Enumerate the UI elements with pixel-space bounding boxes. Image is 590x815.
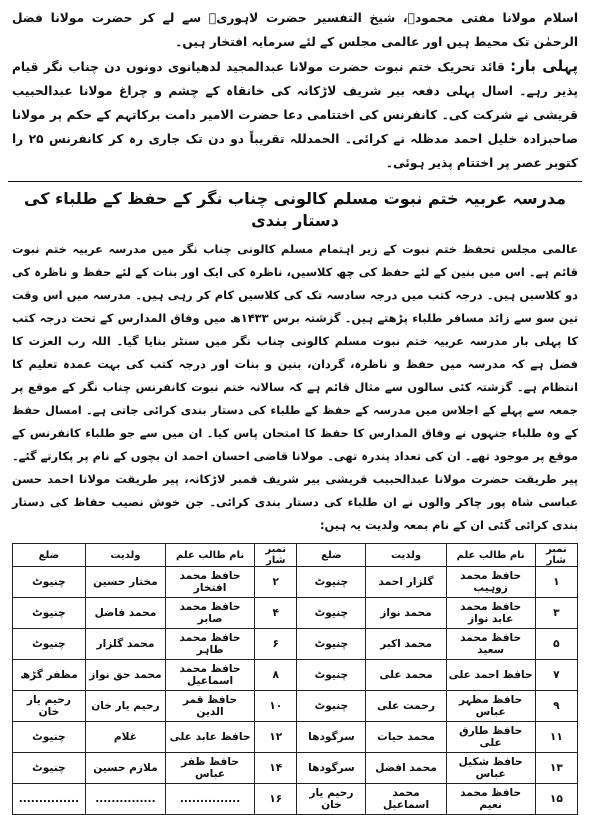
header-district: ضلع: [297, 544, 366, 567]
header-serial: نمبر شار: [255, 544, 297, 567]
cell-district: ...............: [13, 784, 86, 815]
table-row: [13, 660, 578, 691]
cell-district: رحیم یار خان: [297, 784, 366, 815]
cell-district: مظفر گڑھ: [13, 660, 86, 691]
cell-father-name: محمد علی: [366, 660, 446, 691]
cell-father-name: محمد حق نواز: [85, 660, 165, 691]
cell-father-name: مختار حسین: [85, 567, 165, 598]
cell-father-name: محمد نواز: [366, 598, 446, 629]
cell-father-name: ملازم حسین: [85, 753, 165, 784]
intro-paragraph-2: [12, 54, 578, 175]
cell-student-name: حافظ احمد علی: [446, 660, 535, 691]
table-row: [13, 753, 578, 784]
cell-district: چنیوٹ: [297, 598, 366, 629]
cell-serial: ۶: [255, 629, 297, 660]
cell-district: چنیوٹ: [13, 722, 86, 753]
cell-student-name: ...............: [166, 784, 255, 815]
cell-student-name: حافظ ظفر عباس: [166, 753, 255, 784]
cell-student-name: حافظ عابد علی: [166, 722, 255, 753]
cell-father-name: محمد اکبر: [366, 629, 446, 660]
cell-district: چنیوٹ: [13, 567, 86, 598]
intro-lead: پہلی بار:: [510, 57, 578, 75]
cell-serial: ۱۳: [535, 753, 577, 784]
cell-father-name: غلام: [85, 722, 165, 753]
cell-district: چنیوٹ: [297, 629, 366, 660]
header-student-name: نام طالب علم: [446, 544, 535, 567]
intro-paragraph-2-text: قائد تحریک ختم نبوت حضرت مولانا عبدالمجید لدھیانوی دونوں دن چناب نگر قیام پذیر رہے۔ اسال پہلی دفعہ بیر شریف لاڑکانہ کی خانقاہ کے چشم و چراغ مولانا عبدالحبیب قریشی نے شرکت کی۔ کانفرنس کی اختتامی دعا حضرت الامیر دامت برکاتہم کے حکم پر مولانا صاحبزادہ خلیل احمد مدظلہ نے کرائی۔ الحمدللہ تقریباً دو دن تک جاری رہ کر کانفرنس ۲۵ را کتوبر عصر پر اختتام پذیر ہوئی۔: [12, 60, 579, 170]
header-district: ضلع: [13, 544, 86, 567]
cell-student-name: حافظ طارق علی: [446, 722, 535, 753]
cell-father-name: محمد اسماعیل: [366, 784, 446, 815]
cell-serial: ۱۴: [255, 753, 297, 784]
cell-district: رحیم یار خان: [13, 691, 86, 722]
cell-serial: ۱۵: [535, 784, 577, 815]
cell-serial: ۱: [535, 567, 577, 598]
cell-father-name: رحیم یار خان: [85, 691, 165, 722]
cell-student-name: حافظ محمد طاہر: [166, 629, 255, 660]
section-body: عالمی مجلس تحفظ ختم نبوت کے زیر اہتمام مسلم کالونی چناب نگر میں مدرسہ عربیہ ختم نبوت قائم ہے۔ اس میں بنین کے لئے حفظ کی چھ کلاسیں، ناظرہ کی ایک اور بنات کے لئے حفظ و ناظرہ کی دو کلاسیں ہیں۔ درجہ کتب میں درجہ سادسہ تک کی کلاسیں کام کر رہی ہیں۔ مدرسہ میں اس وقت تین سو سے زائد مسافر طلباء پڑھتے ہیں۔ گزشتہ برس ۱۴۳۳ھ میں وفاق المدارس کے تحت درجہ کتب کا پہلی بار مدرسہ عربیہ ختم نبوت مسلم کالونی چناب نگر میں سنٹر بنایا گیا۔ اللہ رب العزت کا فضل ہے کہ مدرسہ میں حفظ و ناظرہ، گردان، بنین و بنات اور درجہ کتب کی بہت عمدہ تعلیم کا انتظام ہے۔ گزشتہ کئی سالوں سے مثال قائم ہے کہ سالانہ ختم نبوت کانفرنس چناب نگر کے موقع پر جمعہ سے پہلے کے اجلاس میں مدرسہ کے حفظ کے طلباء کی دستار بندی کرائی جاتی ہے۔ امسال حفظ کے وہ طلباء جنہوں نے وفاق المدارس کا حفظ کا امتحان پاس کیا۔ ان میں سے جو طلباء کانفرنس کے موقع پر موجود تھے۔ ان کی تعداد پندرہ تھی۔ مولانا قاضی احسان احمد ان بچوں کے نام پر پکارتے گئے۔ پیر طریقت حضرت مولانا عبدالحبیب قریشی بیر شریف قمبر لاڑکانہ، پیر طریقت مولانا احمد حسن عباسی شاہ پور چاکر والوں نے ان طلباء کی دستار بندی کرائی۔ جن خوش نصیب حفاظ کی دستار بندی کرائی گئی ان کے نام بمعہ ولدیت یہ ہیں:: [12, 242, 578, 532]
header-father-name: ولدیت: [85, 544, 165, 567]
cell-student-name: حافظ محمد زوہیب: [446, 567, 535, 598]
cell-student-name: حافظ محمد نعیم: [446, 784, 535, 815]
cell-serial: ۸: [255, 660, 297, 691]
table-row: [13, 598, 578, 629]
section-title: مدرسہ عربیہ ختم نبوت مسلم کالونی چناب نگر کے حفظ کے طلباء کی دستار بندی: [24, 189, 566, 230]
cell-district: چنیوٹ: [13, 753, 86, 784]
cell-serial: ۵: [535, 629, 577, 660]
students-table: [12, 543, 578, 815]
cell-father-name: ...............: [85, 784, 165, 815]
cell-student-name: حافظ محمد عابد نواز: [446, 598, 535, 629]
cell-father-name: محمد افضل: [366, 753, 446, 784]
cell-serial: ۱۱: [535, 722, 577, 753]
cell-father-name: محمد فاضل: [85, 598, 165, 629]
cell-district: چنیوٹ: [297, 691, 366, 722]
cell-father-name: گلزار احمد: [366, 567, 446, 598]
table-row: [13, 629, 578, 660]
table-row: [13, 784, 578, 815]
cell-district: سرگودھا: [297, 722, 366, 753]
cell-district: چنیوٹ: [297, 660, 366, 691]
cell-student-name: حافظ محمد سعید: [446, 629, 535, 660]
cell-serial: ۲: [255, 567, 297, 598]
header-student-name: نام طالب علم: [166, 544, 255, 567]
cell-district: چنیوٹ: [297, 567, 366, 598]
cell-serial: ۷: [535, 660, 577, 691]
cell-student-name: حافظ محمد اسماعیل: [166, 660, 255, 691]
section-divider: [8, 181, 582, 182]
table-row: [13, 691, 578, 722]
cell-student-name: حافظ مظہر عباس: [446, 691, 535, 722]
header-father-name: ولدیت: [366, 544, 446, 567]
cell-serial: ۹: [535, 691, 577, 722]
cell-serial: ۱۲: [255, 722, 297, 753]
cell-serial: ۱۶: [255, 784, 297, 815]
cell-serial: ۳: [535, 598, 577, 629]
cell-district: چنیوٹ: [13, 629, 86, 660]
cell-serial: ۴: [255, 598, 297, 629]
cell-student-name: حافظ محمد افتخار: [166, 567, 255, 598]
cell-student-name: حافظ محمد صابر: [166, 598, 255, 629]
header-serial: نمبر شار: [535, 544, 577, 567]
table-header-row: [13, 544, 578, 567]
cell-father-name: رحمت علی: [366, 691, 446, 722]
cell-student-name: حافظ شکیل عباس: [446, 753, 535, 784]
cell-serial: ۱۰: [255, 691, 297, 722]
cell-father-name: محمد حیات: [366, 722, 446, 753]
table-row: [13, 567, 578, 598]
cell-district: سرگودھا: [297, 753, 366, 784]
intro-paragraph-1: اسلام مولانا مفتی محمودؒ، شیخ التفسیر حضرت لاہوریؒ سے لے کر حضرت مولانا فضل الرحمٰن تک محیط ہیں اور عالمی مجلس کے لئے سرمایہ افتخار ہیں۔: [12, 11, 578, 49]
cell-district: چنیوٹ: [13, 598, 86, 629]
cell-father-name: محمد گلزار: [85, 629, 165, 660]
cell-student-name: حافظ قمر الدین: [166, 691, 255, 722]
table-row: [13, 722, 578, 753]
